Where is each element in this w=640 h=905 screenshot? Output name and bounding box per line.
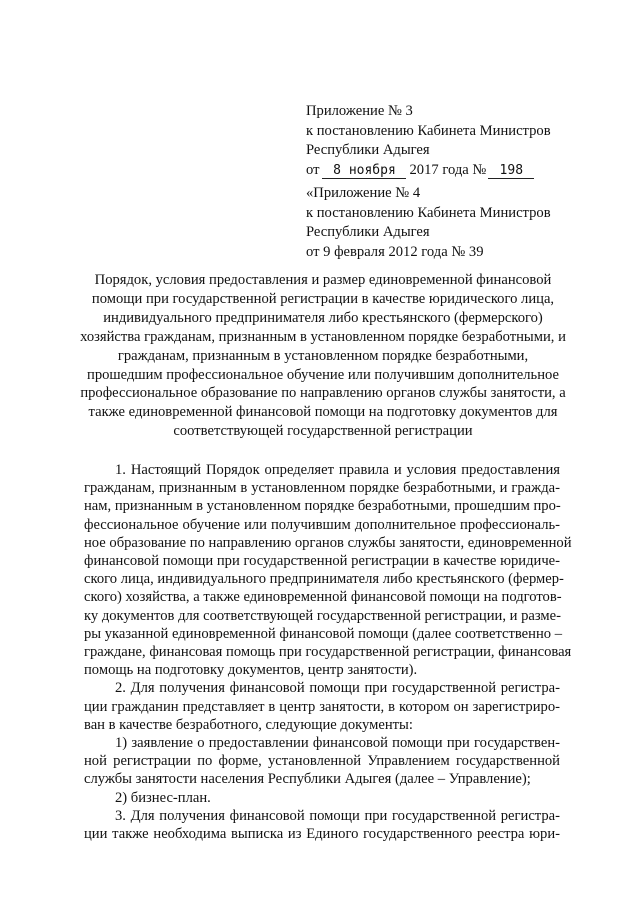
list-item-1 xyxy=(84,734,560,789)
appendix-date-line xyxy=(306,161,551,181)
body-line: ное образование по направлению органов службы занятости, единовременной xyxy=(84,534,572,551)
paragraph-3 xyxy=(84,807,560,843)
body-line: ции также необходима выписка из Единого государственного реестра юри- xyxy=(84,826,560,843)
title-line: хозяйства гражданам, признанным в установленном порядке безработными, и xyxy=(80,328,566,345)
body-line: службы занятости населения Республики Адыгея (далее – Управление); xyxy=(84,771,531,788)
body-line: помощь на подготовку документов, центр занятости). xyxy=(84,662,418,679)
body-line: нам, признанным в установленном порядке безработными, прошедшим про- xyxy=(84,498,561,515)
body-line: финансовой помощи при государственной регистрации в качестве юридиче- xyxy=(84,553,560,570)
body-line: ной регистрации по форме, установленной Управлением государственной xyxy=(84,753,560,770)
list-item-2 xyxy=(84,789,560,807)
date-prefix: от xyxy=(306,161,320,178)
date-number-field: 198 xyxy=(488,163,534,179)
body-line: 2) бизнес-план. xyxy=(115,789,211,806)
appendix-republic-line: Республики Адыгея xyxy=(306,142,430,158)
title-line: Порядок, условия предоставления и размер единовременной финансовой xyxy=(94,272,552,288)
body-line: ского) хозяйства, а также единовременной финансовой помощи на подготов- xyxy=(84,589,562,606)
date-year-label: 2017 года № xyxy=(409,161,487,178)
title-line: соответствующей государственной регистрации xyxy=(173,423,473,440)
quoted-appendix-number: «Приложение № 4 xyxy=(306,185,421,201)
body-line: 2. Для получения финансовой помощи при государственной регистра- xyxy=(115,680,560,697)
document-title xyxy=(78,271,568,441)
quoted-appendix-date-line: от 9 февраля 2012 года № 39 xyxy=(306,243,484,260)
quoted-appendix-republic-line: Республики Адыгея xyxy=(306,224,430,240)
paragraph-2 xyxy=(84,679,560,734)
title-line: помощи при государственной регистрации в качестве юридического лица, xyxy=(91,290,555,307)
body-line: фессиональное обучение или получившим дополнительное профессиональ- xyxy=(84,516,560,533)
body-line: ции гражданин представляет в центр занятости, в котором он зарегистриро- xyxy=(84,698,560,715)
body-line: граждане, финансовая помощь при государственной регистрации, финансовая xyxy=(84,644,572,661)
title-line: прошедшим профессиональное обучение или получившим дополнительное xyxy=(87,366,559,383)
quoted-appendix-header xyxy=(306,184,551,262)
title-line: индивидуального предпринимателя либо крестьянского (фермерского) xyxy=(103,309,543,326)
title-line: также единовременной финансовой помощи на подготовку документов для xyxy=(88,404,558,421)
body-line: 3. Для получения финансовой помощи при государственной регистра- xyxy=(115,807,560,824)
title-line: гражданам, признанным в установленном порядке безработными, xyxy=(117,347,529,364)
document-body xyxy=(84,461,572,843)
body-line: ку документов для соответствующей государственной регистрации, и разме- xyxy=(84,607,561,624)
title-line: профессиональное образование по направлению органов службы занятости, а xyxy=(80,385,566,402)
appendix-resolution-line: к постановлению Кабинета Министров xyxy=(306,122,551,139)
body-line: ского лица, индивидуального предпринимателя либо крестьянского (фермер- xyxy=(84,571,564,588)
body-line: 1. Настоящий Порядок определяет правила и условия предоставления xyxy=(115,462,560,478)
appendix-header xyxy=(306,102,551,180)
body-line: ван в качестве безработного, следующие документы: xyxy=(84,716,413,733)
body-line: ры указанной единовременной финансовой помощи (далее соответственно – xyxy=(84,625,563,642)
body-line: 1) заявление о предоставлении финансовой помощи при государствен- xyxy=(115,735,560,752)
appendix-number: Приложение № 3 xyxy=(306,103,413,119)
paragraph-1 xyxy=(84,461,572,679)
quoted-appendix-resolution-line: к постановлению Кабинета Министров xyxy=(306,204,551,221)
date-day-field: 8 ноября xyxy=(322,163,406,179)
body-line: гражданам, признанным в установленном порядке безработными, и гражда- xyxy=(84,480,560,497)
